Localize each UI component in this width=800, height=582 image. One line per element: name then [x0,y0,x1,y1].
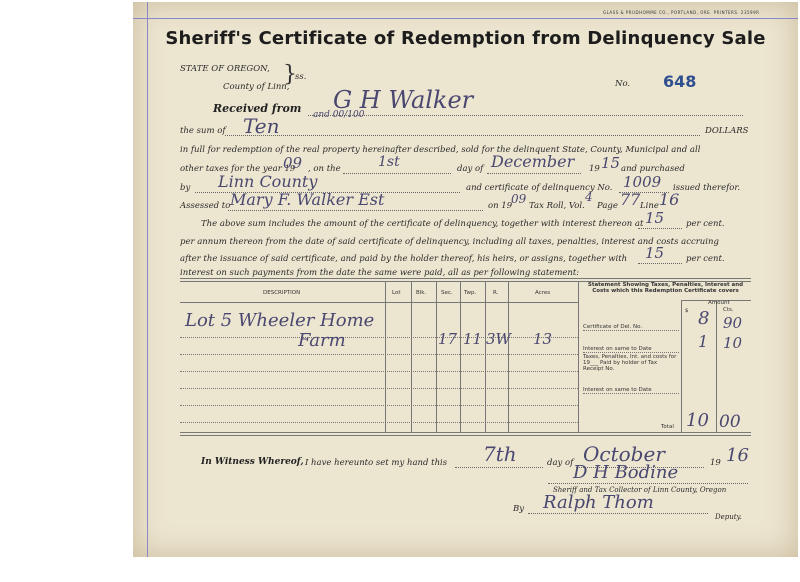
by-label: by [180,183,191,193]
col-acres: Acres [535,290,551,296]
dollar-sign: $ [685,308,689,314]
cert-label: and certificate of delinquency No. [466,183,613,193]
taxes-year: 09 [283,154,303,172]
witness-month: October [583,442,665,466]
tax-roll-label: Tax Roll, Vol. [529,201,585,211]
line-label: Line [640,201,659,211]
r-value: 3W [486,330,511,348]
assessed-line [228,210,483,211]
rate1-value: 15 [645,209,665,227]
sec-value: 17 [438,330,458,348]
rate1-line [638,228,682,229]
vol-value: 4 [585,190,593,204]
sheriff-title: Sheriff and Tax Collector of Linn County, Oregon [553,486,727,494]
dollars-label: DOLLARS [705,126,749,136]
roll-year: 09 [511,192,527,206]
state-label: STATE OF OREGON, [180,64,270,74]
para-line-2: per annum thereon from the date of said certificate of delinquency, including all taxes, penalties, interest and costs accruing [180,237,719,247]
per-cent-2: per cent. [686,254,725,264]
para-line-4: interest on such payments from the date the same were paid, all as per following statement: [180,268,580,278]
para-line-3: after the issuance of said certificate, and paid by the holder thereof, his heirs, or assigns, together with [180,254,628,264]
ss-label: ss. [295,72,307,82]
line-value: 16 [659,190,680,209]
interest-dollars: 1 [698,332,709,351]
per-cent-1: per cent. [686,219,725,229]
col-r: R. [493,290,499,296]
year-label: 19 [589,164,600,174]
page-value: 77 [620,190,641,209]
cts-header: Cts. [723,307,734,313]
cert-del-label: Certificate of Del. No. [583,324,643,330]
col-description: DESCRIPTION [263,290,301,296]
interest-label: Interest on same to Date [583,346,652,352]
brace: } [283,62,297,87]
desc-line-2: Farm [298,330,346,351]
rate2-line [638,263,682,264]
month-line [487,173,581,174]
interest-cents: 10 [723,334,743,352]
redemption-text: in full for redemption of the real property hereinafter described, sold for the delinquent State, County, Municipal and all [180,145,701,155]
sheriff-sig-line [548,483,748,484]
deputy-signature: Ralph Thom [543,492,654,513]
col-twp: Twp. [464,290,477,296]
taxes-paid-label: Taxes, Penalties, Int. and costs for 19___ Paid by holder of Tax Receipt No. [583,354,677,372]
certificate-number: 648 [663,72,697,91]
month-value: December [491,152,575,171]
sum-label: the sum of [180,126,226,136]
received-from-value: G H Walker [333,86,474,114]
col-lot: Lot [392,290,401,296]
statement-header: Statement Showing Taxes, Penalties, Interest and Costs which this Redemption Certificate covers [587,282,744,294]
witness-year: 16 [726,445,749,466]
taxes-label: other taxes for the year 19 [180,164,296,174]
received-line [308,115,743,116]
issued-label: issued therefor. [673,183,741,193]
by-deputy-label: By [513,504,525,514]
on-the-label: , on the [308,164,341,174]
col-sec: Sec. [441,290,453,296]
printer-imprint: GLASS & PRUDHOMME CO., PORTLAND, ORE. PRINTERS. 23599R [603,10,760,15]
acres-value: 13 [533,330,553,348]
document-title: Sheriff's Certificate of Redemption from Delinquency Sale [165,28,766,49]
purchased-label: and purchased [621,164,685,174]
amount-header: Amount [708,300,730,306]
sum-value: Ten [243,114,280,138]
deputy-line [528,513,708,514]
interest2-label: Interest on same to Date [583,387,652,393]
witness-day: 7th [483,442,517,466]
witness-day-of: day of [547,458,574,468]
twp-value: 11 [463,330,483,348]
year-value: 15 [601,154,621,172]
desc-line-1: Lot 5 Wheeler Home [185,310,375,331]
rate2-value: 15 [645,244,665,262]
witness-day-line [455,467,543,468]
assessed-label: Assessed to [180,201,231,211]
total-label: Total [661,424,674,430]
day-of-label: day of [457,164,484,174]
number-label: No. [615,79,631,89]
total-dollars: 10 [686,410,709,431]
day-line [343,173,451,174]
cert-cents: 90 [723,314,743,332]
received-from-label: Received from [213,102,302,115]
cert-dollars: 8 [698,308,710,329]
sum-cents: and 00/100 [313,110,365,120]
page-label: Page [597,201,618,211]
day-value: 1st [378,154,400,170]
total-cents: 00 [719,412,741,432]
sum-line [225,135,700,136]
col-blk: Blk. [416,290,427,296]
witness-year-label: 19 [710,458,721,468]
witness-text: I have hereunto set my hand this [305,458,448,468]
county-label: County of Linn, [223,82,290,92]
cert-value: 1009 [623,173,662,191]
on-label: on 19 [488,201,513,211]
deputy-label: Deputy. [715,513,742,521]
by-value: Linn County [218,172,318,191]
para-line-1: The above sum includes the amount of the certificate of delinquency, together with interest thereon at [201,219,644,229]
sheriff-signature: D H Bodine [573,462,679,483]
assessed-value: Mary F. Walker Est [230,190,385,209]
witness-label: In Witness Whereof, [201,457,304,467]
certificate-paper [133,2,798,557]
